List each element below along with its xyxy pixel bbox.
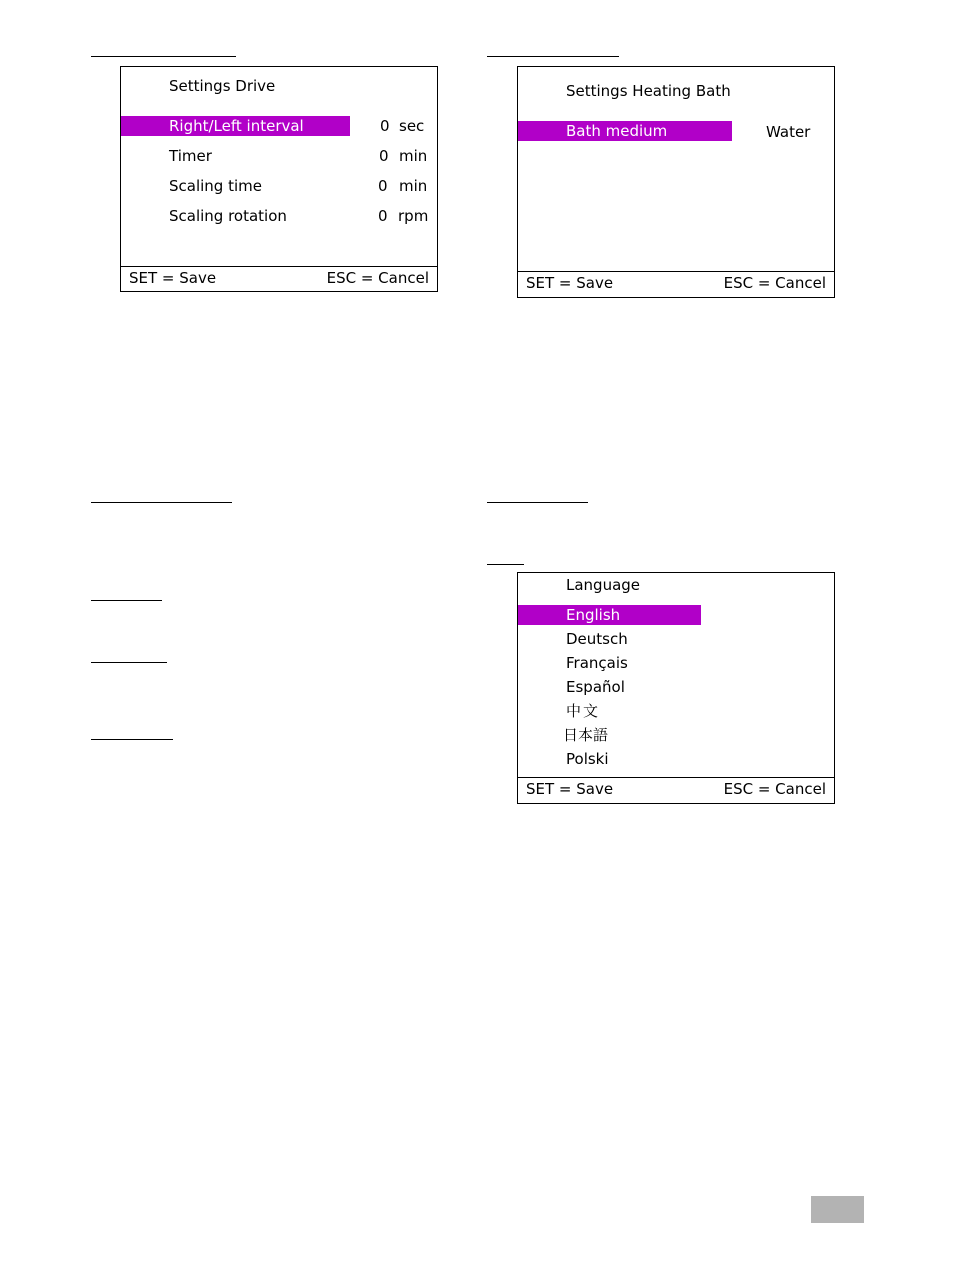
row-unit: min [399,177,428,195]
row-unit: sec [399,117,425,135]
settings-drive-screen [120,66,438,292]
heading-rule [487,56,619,57]
menu-row-timer[interactable] [121,146,350,166]
heading-rule [91,56,236,57]
page-number-tab [811,1196,864,1223]
option-label: English [566,606,621,624]
row-value: Water [766,123,811,141]
row-label: Scaling time [169,177,262,195]
language-screen [517,572,835,804]
option-label: 中文 [566,702,601,720]
row-label: Bath medium [566,122,668,140]
language-option-chinese[interactable] [518,701,701,721]
save-hint: SET = Save [526,274,614,292]
row-label: Right/Left interval [169,117,304,135]
screen-footer [518,271,834,297]
cancel-hint: ESC = Cancel [326,269,429,287]
heading-rule [91,662,167,663]
row-label: Scaling rotation [169,207,287,225]
save-hint: SET = Save [129,269,217,287]
heading-rule [91,502,232,503]
heading-rule [91,739,173,740]
row-label: Timer [169,147,212,165]
heading-rule [487,564,524,565]
settings-heating-bath-screen [517,66,835,298]
screen-title: Settings Drive [169,77,276,95]
option-label: Español [566,678,625,696]
menu-row-scaling-rotation[interactable] [121,206,350,226]
language-option-francais[interactable] [518,653,701,673]
menu-row-bath-medium[interactable] [518,121,732,141]
row-unit: min [399,147,428,165]
heading-rule [91,600,162,601]
row-value: 0 [379,147,389,165]
screen-footer [121,266,437,291]
option-label: 日本語 [563,726,609,744]
screen-title: Language [566,576,641,594]
option-label: Deutsch [566,630,628,648]
heading-rule [487,502,588,503]
cancel-hint: ESC = Cancel [723,274,826,292]
language-option-polski[interactable] [518,749,701,769]
row-value: 0 [380,117,390,135]
menu-row-scaling-time[interactable] [121,176,350,196]
language-option-japanese[interactable] [518,725,701,745]
option-label: Français [566,654,628,672]
language-option-deutsch[interactable] [518,629,701,649]
screen-footer [518,777,834,803]
screen-title: Settings Heating Bath [566,82,731,100]
row-unit: rpm [398,207,429,225]
row-value: 0 [378,177,388,195]
option-label: Polski [566,750,609,768]
row-value: 0 [378,207,388,225]
language-option-english[interactable] [518,605,701,625]
menu-row-right-left-interval[interactable] [121,116,350,136]
save-hint: SET = Save [526,780,614,798]
language-option-espanol[interactable] [518,677,701,697]
cancel-hint: ESC = Cancel [723,780,826,798]
